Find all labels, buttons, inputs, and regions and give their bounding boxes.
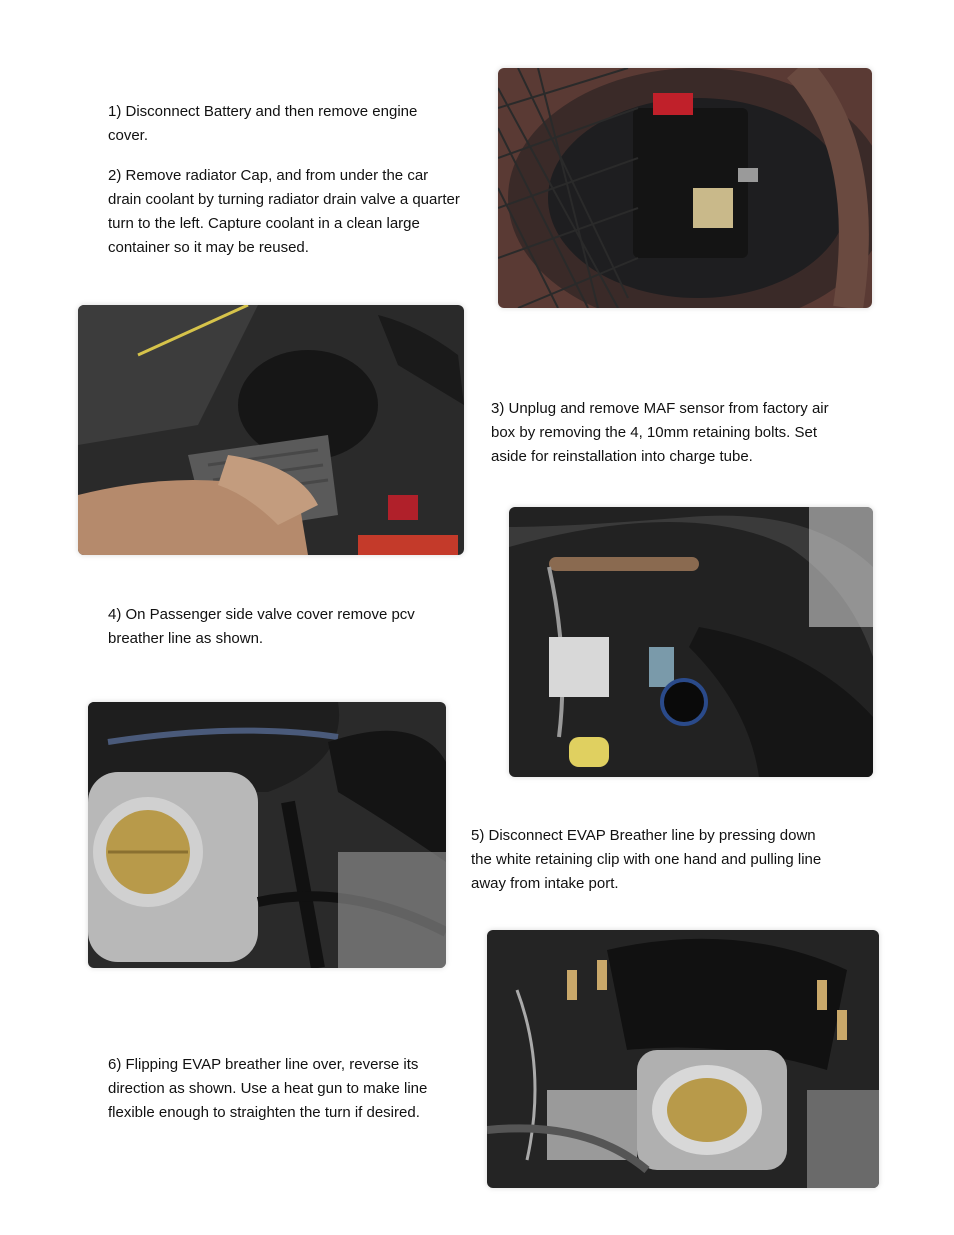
evap-line-photo: [88, 702, 446, 968]
step-4-text: 4) On Passenger side valve cover remove pcv breather line as shown.: [108, 606, 415, 647]
step-3-text: 3) Unplug and remove MAF sensor from factory air box by removing the 4, 10mm retaining bolts. Set aside for reinstallation into charge tube.: [491, 400, 829, 465]
step-2-text: 2) Remove radiator Cap, and from under the car drain coolant by turning radiator drain valve a quarter turn to the left. Capture coolant in a clean large container so it may be reused.: [108, 167, 460, 256]
step-6-text: 6) Flipping EVAP breather line over, reverse its direction as shown. Use a heat gun to make line flexible enough to straighten the turn if desired.: [108, 1056, 428, 1121]
step-5-text: 5) Disconnect EVAP Breather line by pressing down the white retaining clip with one hand and pulling line away from intake port.: [471, 827, 822, 892]
step-1-text: 1) Disconnect Battery and then remove engine cover.: [108, 103, 418, 144]
air-box-photo: [78, 305, 464, 555]
throttle-body-photo: [487, 930, 879, 1188]
battery-photo: [498, 68, 872, 308]
pcv-line-photo: [509, 507, 873, 777]
